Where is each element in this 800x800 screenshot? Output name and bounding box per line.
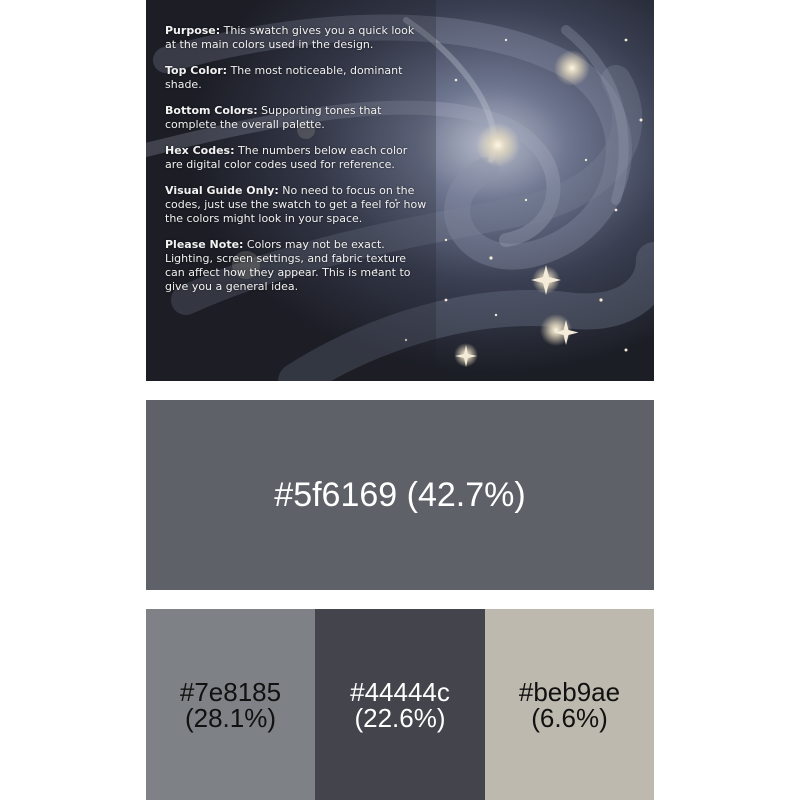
hex-codes-label: Hex Codes: [165,144,235,157]
purpose-paragraph [165,24,427,52]
top-color-paragraph [165,64,427,92]
top-color-text: The most noticeable, dominant shade. [165,64,403,91]
hex-codes-paragraph [165,144,427,172]
visual-guide-text: No need to focus on the codes, just use the swatch to get a feel for how the colors might look in your space. [165,184,427,225]
swatch-3-percent: (6.6%) [531,702,608,733]
bottom-colors-paragraph [165,104,427,132]
please-note-paragraph [165,238,427,294]
please-note-text: Colors may not be exact. Lighting, screen settings, and fabric texture can affect how they appear. This is meant to give you a general idea. [165,238,411,293]
swatch-2-percent: (22.6%) [354,702,446,733]
visual-guide-label: Visual Guide Only: [165,184,279,197]
purpose-text: This swatch gives you a quick look at the main colors used in the design. [165,24,415,51]
secondary-color-swatch-1 [146,609,315,800]
swatch-2-hex: #44444c [350,676,450,707]
dominant-color-label: #5f6169 (42.7%) [274,475,526,514]
bottom-colors-label: Bottom Colors: [165,104,258,117]
swatch-1-percent: (28.1%) [184,702,277,733]
top-color-label: Top Color: [165,64,228,77]
secondary-color-swatch-2 [315,609,485,800]
swatch-3-hex: #beb9ae [518,676,621,707]
purpose-label: Purpose: [165,24,221,37]
swatch-info-text [165,24,427,306]
bottom-colors-text: Supporting tones that complete the overall palette. [165,104,382,131]
swatch-1-hex: #7e8185 [179,676,282,707]
secondary-color-swatch-3 [485,609,654,800]
please-note-label: Please Note: [165,238,244,251]
visual-guide-paragraph [165,184,427,226]
hex-codes-text: The numbers below each color are digital color codes used for reference. [165,144,408,171]
galaxy-artwork [146,0,654,381]
dominant-color-swatch [146,400,654,590]
